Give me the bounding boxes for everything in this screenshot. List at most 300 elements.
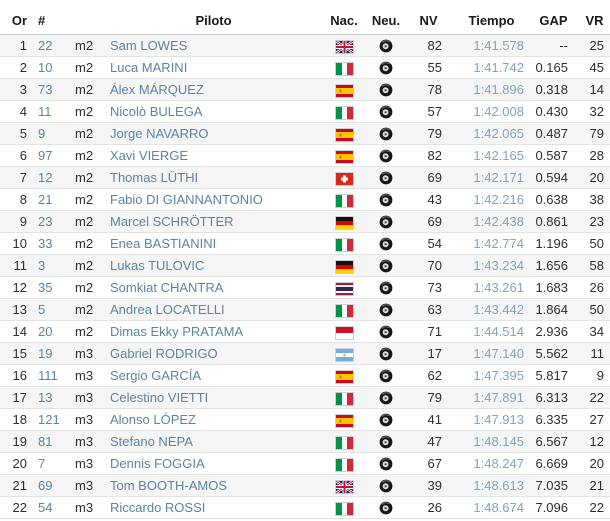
table-row (0, 387, 610, 409)
nation-cell (322, 255, 366, 277)
rider-name-link[interactable]: Marcel SCHRÖTTER (110, 214, 234, 229)
table-row (0, 145, 610, 167)
rider-number-link[interactable]: 121 (38, 412, 60, 427)
best-time-link-cell (450, 35, 532, 57)
best-time-link[interactable]: 1:47.891 (473, 390, 524, 405)
tyre-cell (366, 365, 406, 387)
rider-number-link[interactable]: 3 (38, 258, 46, 273)
rider-name-link-cell (106, 343, 322, 365)
laps-cell: 78 (406, 79, 450, 101)
best-time-link[interactable]: 1:43.261 (473, 280, 524, 295)
nation-cell (322, 79, 366, 101)
rider-number-link[interactable]: 97 (38, 148, 53, 163)
header-laps: NV (406, 4, 450, 35)
gap-cell: -- (532, 35, 578, 57)
gap-cell: 6.669 (532, 453, 578, 475)
vr-cell: 25 (578, 35, 610, 57)
rider-number-link-cell (30, 497, 66, 519)
class-label: m2 (66, 189, 106, 211)
laps-cell: 69 (406, 211, 450, 233)
class-label: m2 (66, 167, 106, 189)
nation-cell (322, 211, 366, 233)
best-time-link[interactable]: 1:48.613 (473, 478, 524, 493)
class-label: m2 (66, 233, 106, 255)
gap-cell: 0.638 (532, 189, 578, 211)
nation-cell (322, 101, 366, 123)
rider-number-link[interactable]: 81 (38, 434, 53, 449)
table-row (0, 299, 610, 321)
laps-cell: 67 (406, 453, 450, 475)
rider-name-link[interactable]: Enea BASTIANINI (110, 236, 217, 251)
rider-number-link-cell (30, 79, 66, 101)
rider-number-link-cell (30, 365, 66, 387)
best-time-link[interactable]: 1:42.165 (473, 148, 524, 163)
vr-cell: 58 (578, 255, 610, 277)
position-cell: 6 (0, 145, 30, 167)
header-number: # (30, 4, 66, 35)
position-cell: 4 (0, 101, 30, 123)
nation-cell (322, 35, 366, 57)
rider-name-link-cell (106, 167, 322, 189)
gap-cell: 1.864 (532, 299, 578, 321)
gap-cell: 1.196 (532, 233, 578, 255)
nation-cell (322, 365, 366, 387)
table-row (0, 35, 610, 57)
slick-tyre-icon (379, 369, 393, 383)
laps-cell: 63 (406, 299, 450, 321)
gap-cell: 5.817 (532, 365, 578, 387)
gap-cell: 6.567 (532, 431, 578, 453)
class-label: m2 (66, 123, 106, 145)
nation-cell (322, 497, 366, 519)
best-time-link-cell (450, 211, 532, 233)
table-row (0, 233, 610, 255)
timing-table (0, 4, 610, 519)
rider-name-link-cell (106, 387, 322, 409)
gap-cell: 1.656 (532, 255, 578, 277)
best-time-link[interactable]: 1:41.896 (473, 82, 524, 97)
tyre-cell (366, 387, 406, 409)
rider-number-link[interactable]: 19 (38, 346, 53, 361)
rider-number-link[interactable]: 7 (38, 456, 46, 471)
rider-number-link-cell (30, 211, 66, 233)
best-time-link-cell (450, 453, 532, 475)
table-row (0, 101, 610, 123)
rider-number-link[interactable]: 20 (38, 324, 53, 339)
rider-number-link[interactable]: 21 (38, 192, 53, 207)
header-tyre: Neu. (366, 4, 406, 35)
rider-name-link[interactable]: Jorge NAVARRO (110, 126, 209, 141)
nation-cell (322, 409, 366, 431)
position-cell: 7 (0, 167, 30, 189)
rider-name-link-cell (106, 211, 322, 233)
gap-cell: 6.313 (532, 387, 578, 409)
class-label: m3 (66, 409, 106, 431)
rider-name-link[interactable]: Sam LOWES (110, 38, 188, 53)
best-time-link[interactable]: 1:48.145 (473, 434, 524, 449)
class-label: m2 (66, 211, 106, 233)
rider-name-link-cell (106, 101, 322, 123)
best-time-link[interactable]: 1:43.442 (473, 302, 524, 317)
table-row (0, 409, 610, 431)
rider-number-link[interactable]: 22 (38, 38, 53, 53)
rider-name-link[interactable]: Stefano NEPA (110, 434, 193, 449)
slick-tyre-icon (379, 281, 393, 295)
nation-cell (322, 453, 366, 475)
best-time-link[interactable]: 1:41.578 (473, 38, 524, 53)
table-header (0, 4, 610, 35)
best-time-link[interactable]: 1:41.742 (473, 60, 524, 75)
class-label: m3 (66, 343, 106, 365)
table-row (0, 123, 610, 145)
rider-name-link[interactable]: Somkiat CHANTRA (110, 280, 224, 295)
gap-cell: 7.035 (532, 475, 578, 497)
rider-name-link[interactable]: Sergio GARCÍA (110, 368, 202, 383)
laps-cell: 54 (406, 233, 450, 255)
class-label: m2 (66, 321, 106, 343)
rider-number-link[interactable]: 9 (38, 126, 46, 141)
laps-cell: 62 (406, 365, 450, 387)
tyre-cell (366, 453, 406, 475)
laps-cell: 39 (406, 475, 450, 497)
rider-name-link-cell (106, 431, 322, 453)
rider-name-link[interactable]: Fabio DI GIANNANTONIO (110, 192, 263, 207)
slick-tyre-icon (379, 215, 393, 229)
best-time-link-cell (450, 167, 532, 189)
rider-number-link-cell (30, 277, 66, 299)
best-time-link[interactable]: 1:44.514 (473, 324, 524, 339)
vr-cell: 38 (578, 189, 610, 211)
flag-ar-icon (336, 349, 353, 361)
class-label: m3 (66, 431, 106, 453)
rider-name-link-cell (106, 497, 322, 519)
slick-tyre-icon (379, 237, 393, 251)
best-time-link[interactable]: 1:42.774 (473, 236, 524, 251)
vr-cell: 9 (578, 365, 610, 387)
best-time-link[interactable]: 1:47.395 (473, 368, 524, 383)
nation-cell (322, 475, 366, 497)
best-time-link[interactable]: 1:42.008 (473, 104, 524, 119)
best-time-link[interactable]: 1:42.438 (473, 214, 524, 229)
rider-name-link[interactable]: Lukas TULOVIC (110, 258, 205, 273)
flag-it-icon (336, 437, 353, 449)
rider-name-link[interactable]: Alonso LÓPEZ (110, 412, 196, 427)
slick-tyre-icon (379, 105, 393, 119)
table-row (0, 343, 610, 365)
slick-tyre-icon (379, 457, 393, 471)
flag-de-icon (336, 261, 353, 273)
rider-name-link[interactable]: Nicolò BULEGA (110, 104, 203, 119)
tyre-cell (366, 123, 406, 145)
laps-cell: 79 (406, 123, 450, 145)
class-label: m2 (66, 255, 106, 277)
slick-tyre-icon (379, 39, 393, 53)
rider-name-link-cell (106, 145, 322, 167)
vr-cell: 12 (578, 431, 610, 453)
vr-cell: 22 (578, 387, 610, 409)
rider-number-link-cell (30, 189, 66, 211)
rider-name-link-cell (106, 453, 322, 475)
nation-cell (322, 343, 366, 365)
rider-number-link-cell (30, 431, 66, 453)
best-time-link-cell (450, 387, 532, 409)
slick-tyre-icon (379, 303, 393, 317)
laps-cell: 55 (406, 57, 450, 79)
vr-cell: 28 (578, 145, 610, 167)
rider-name-link-cell (106, 299, 322, 321)
position-cell: 22 (0, 497, 30, 519)
flag-it-icon (336, 63, 353, 75)
table-row (0, 475, 610, 497)
header-pilot: Piloto (106, 4, 322, 35)
rider-number-link[interactable]: 13 (38, 390, 53, 405)
table-row (0, 255, 610, 277)
rider-number-link[interactable]: 10 (38, 60, 53, 75)
rider-name-link[interactable]: Luca MARINI (110, 60, 188, 75)
class-label: m3 (66, 387, 106, 409)
class-label: m2 (66, 101, 106, 123)
rider-number-link-cell (30, 387, 66, 409)
tyre-cell (366, 233, 406, 255)
rider-name-link[interactable]: Álex MÁRQUEZ (110, 82, 204, 97)
tyre-cell (366, 57, 406, 79)
rider-number-link[interactable]: 111 (38, 368, 58, 383)
vr-cell: 20 (578, 453, 610, 475)
nation-cell (322, 57, 366, 79)
best-time-link-cell (450, 233, 532, 255)
rider-number-link[interactable]: 11 (38, 104, 52, 119)
best-time-link-cell (450, 57, 532, 79)
rider-name-link-cell (106, 475, 322, 497)
vr-cell: 50 (578, 233, 610, 255)
best-time-link[interactable]: 1:42.171 (473, 170, 524, 185)
rider-name-link-cell (106, 57, 322, 79)
best-time-link[interactable]: 1:47.913 (473, 412, 524, 427)
position-cell: 18 (0, 409, 30, 431)
slick-tyre-icon (379, 479, 393, 493)
vr-cell: 79 (578, 123, 610, 145)
gap-cell: 2.936 (532, 321, 578, 343)
class-label: m3 (66, 475, 106, 497)
flag-es-icon (336, 415, 353, 427)
gap-cell: 5.562 (532, 343, 578, 365)
flag-it-icon (336, 393, 353, 405)
gap-cell: 0.318 (532, 79, 578, 101)
rider-number-link[interactable]: 69 (38, 478, 53, 493)
nation-cell (322, 387, 366, 409)
gap-cell: 1.683 (532, 277, 578, 299)
best-time-link-cell (450, 255, 532, 277)
rider-name-link-cell (106, 79, 322, 101)
vr-cell: 27 (578, 409, 610, 431)
rider-name-link[interactable]: Andrea LOCATELLI (110, 302, 225, 317)
rider-name-link[interactable]: Tom BOOTH-AMOS (110, 478, 228, 493)
table-row (0, 277, 610, 299)
table-row (0, 211, 610, 233)
laps-cell: 26 (406, 497, 450, 519)
rider-name-link[interactable]: Xavi VIERGE (110, 148, 189, 163)
tyre-cell (366, 299, 406, 321)
best-time-link[interactable]: 1:48.247 (473, 456, 524, 471)
gap-cell: 7.096 (532, 497, 578, 519)
table-row (0, 431, 610, 453)
table-row (0, 189, 610, 211)
header-nation: Nac. (322, 4, 366, 35)
vr-cell: 14 (578, 79, 610, 101)
best-time-link[interactable]: 1:42.216 (473, 192, 524, 207)
position-cell: 16 (0, 365, 30, 387)
rider-name-link[interactable]: Riccardo ROSSI (110, 500, 206, 515)
vr-cell: 22 (578, 497, 610, 519)
tyre-cell (366, 167, 406, 189)
rider-number-link-cell (30, 409, 66, 431)
rider-number-link[interactable]: 35 (38, 280, 53, 295)
flag-ch-icon (336, 173, 353, 185)
rider-number-link-cell (30, 35, 66, 57)
flag-it-icon (336, 503, 353, 515)
tyre-cell (366, 321, 406, 343)
slick-tyre-icon (379, 501, 393, 515)
class-label: m2 (66, 57, 106, 79)
tyre-cell (366, 79, 406, 101)
position-cell: 12 (0, 277, 30, 299)
slick-tyre-icon (379, 391, 393, 405)
table-body (0, 35, 610, 519)
rider-number-link[interactable]: 5 (38, 302, 46, 317)
rider-name-link-cell (106, 35, 322, 57)
header-class (66, 4, 106, 35)
vr-cell: 45 (578, 57, 610, 79)
tyre-cell (366, 101, 406, 123)
best-time-link[interactable]: 1:48.674 (473, 500, 524, 515)
table-row (0, 167, 610, 189)
flag-it-icon (336, 239, 353, 251)
gap-cell: 6.335 (532, 409, 578, 431)
position-cell: 3 (0, 79, 30, 101)
nation-cell (322, 321, 366, 343)
gap-cell: 0.587 (532, 145, 578, 167)
rider-name-link-cell (106, 123, 322, 145)
class-label: m2 (66, 35, 106, 57)
vr-cell: 20 (578, 167, 610, 189)
laps-cell: 41 (406, 409, 450, 431)
slick-tyre-icon (379, 435, 393, 449)
rider-number-link[interactable]: 23 (38, 214, 53, 229)
vr-cell: 50 (578, 299, 610, 321)
rider-name-link-cell (106, 365, 322, 387)
rider-number-link-cell (30, 101, 66, 123)
table-row (0, 365, 610, 387)
rider-name-link-cell (106, 255, 322, 277)
vr-cell: 26 (578, 277, 610, 299)
gap-cell: 0.430 (532, 101, 578, 123)
slick-tyre-icon (379, 193, 393, 207)
position-cell: 2 (0, 57, 30, 79)
position-cell: 14 (0, 321, 30, 343)
nation-cell (322, 189, 366, 211)
tyre-cell (366, 255, 406, 277)
slick-tyre-icon (379, 61, 393, 75)
rider-number-link[interactable]: 12 (38, 170, 53, 185)
tyre-cell (366, 343, 406, 365)
rider-number-link-cell (30, 299, 66, 321)
nation-cell (322, 233, 366, 255)
position-cell: 1 (0, 35, 30, 57)
laps-cell: 82 (406, 35, 450, 57)
tyre-cell (366, 211, 406, 233)
rider-number-link-cell (30, 145, 66, 167)
rider-name-link-cell (106, 277, 322, 299)
rider-name-link[interactable]: Celestino VIETTI (110, 390, 209, 405)
flag-it-icon (336, 195, 353, 207)
best-time-link[interactable]: 1:42.065 (473, 126, 524, 141)
nation-cell (322, 431, 366, 453)
class-label: m3 (66, 453, 106, 475)
best-time-link-cell (450, 101, 532, 123)
flag-gb-icon (336, 41, 353, 53)
best-time-link-cell (450, 277, 532, 299)
rider-name-link-cell (106, 321, 322, 343)
best-time-link[interactable]: 1:47.140 (473, 346, 524, 361)
position-cell: 20 (0, 453, 30, 475)
slick-tyre-icon (379, 171, 393, 185)
rider-name-link[interactable]: Dennis FOGGIA (110, 456, 205, 471)
tyre-cell (366, 431, 406, 453)
position-cell: 17 (0, 387, 30, 409)
header-vr: VR (578, 4, 610, 35)
rider-number-link-cell (30, 233, 66, 255)
rider-number-link[interactable]: 33 (38, 236, 53, 251)
rider-number-link-cell (30, 475, 66, 497)
rider-number-link[interactable]: 73 (38, 82, 53, 97)
best-time-link-cell (450, 123, 532, 145)
header-time: Tiempo (450, 4, 532, 35)
nation-cell (322, 299, 366, 321)
best-time-link[interactable]: 1:43.234 (473, 258, 524, 273)
table-row (0, 497, 610, 519)
rider-name-link[interactable]: Gabriel RODRIGO (110, 346, 218, 361)
rider-number-link[interactable]: 54 (38, 500, 53, 515)
class-label: m3 (66, 365, 106, 387)
position-cell: 5 (0, 123, 30, 145)
best-time-link-cell (450, 79, 532, 101)
table-row (0, 79, 610, 101)
position-cell: 10 (0, 233, 30, 255)
position-cell: 21 (0, 475, 30, 497)
tyre-cell (366, 277, 406, 299)
flag-es-icon (336, 85, 353, 97)
best-time-link-cell (450, 145, 532, 167)
class-label: m3 (66, 497, 106, 519)
nation-cell (322, 167, 366, 189)
laps-cell: 57 (406, 101, 450, 123)
laps-cell: 73 (406, 277, 450, 299)
vr-cell: 32 (578, 101, 610, 123)
rider-name-link[interactable]: Dimas Ekky PRATAMA (110, 324, 244, 339)
nation-cell (322, 123, 366, 145)
rider-number-link-cell (30, 255, 66, 277)
flag-gb-icon (336, 481, 353, 493)
header-gap: GAP (532, 4, 578, 35)
laps-cell: 70 (406, 255, 450, 277)
rider-name-link[interactable]: Thomas LÜTHI (110, 170, 199, 185)
rider-number-link-cell (30, 453, 66, 475)
position-cell: 11 (0, 255, 30, 277)
tyre-cell (366, 189, 406, 211)
table-row (0, 453, 610, 475)
class-label: m2 (66, 79, 106, 101)
gap-cell: 0.594 (532, 167, 578, 189)
